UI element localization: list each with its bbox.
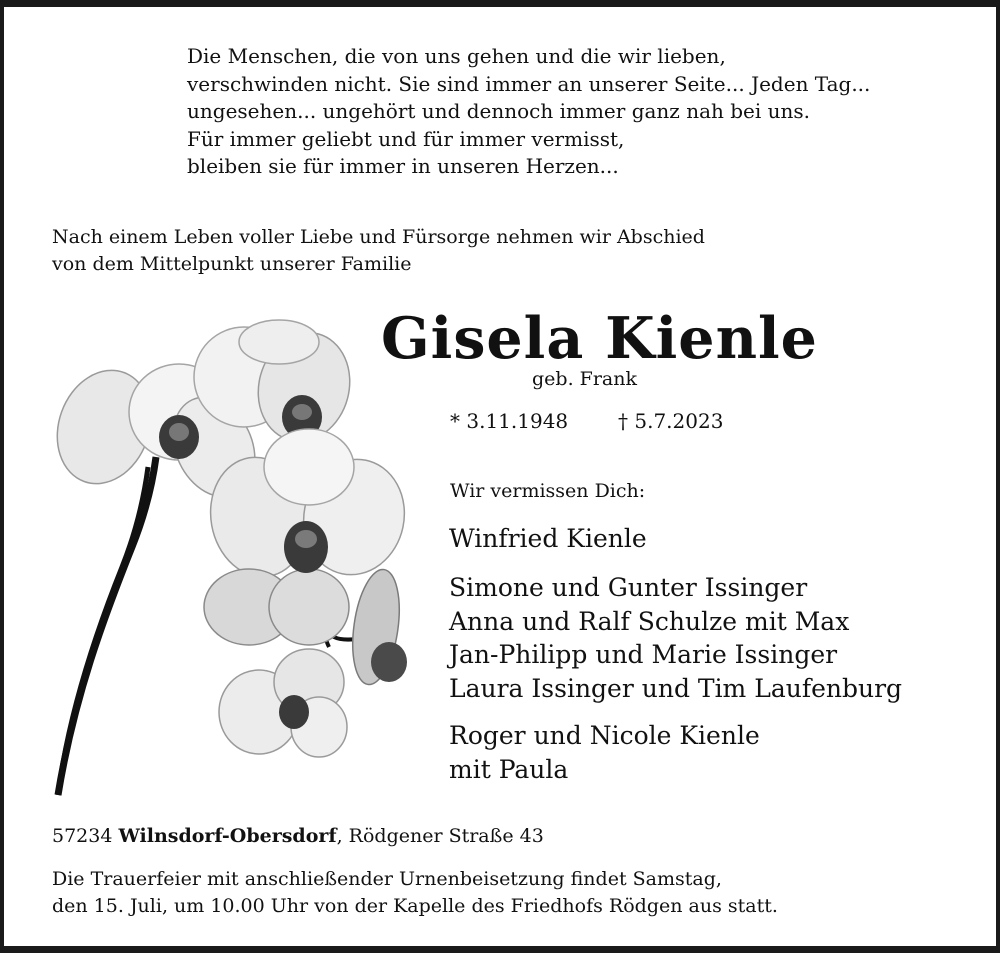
- service-line: den 15. Juli, um 10.00 Uhr von der Kapelle des Friedhofs Rödgen aus statt.: [52, 895, 778, 917]
- service-info: [52, 866, 778, 920]
- orchid-image: [44, 317, 424, 807]
- mourner-line: Anna und Ralf Schulze mit Max: [449, 606, 850, 636]
- intro-line: von dem Mittelpunkt unserer Familie: [52, 253, 412, 275]
- poem-line: ungesehen... ungehört und dennoch immer ganz nah bei uns.: [187, 99, 811, 123]
- mourners-title: Wir vermissen Dich:: [450, 480, 646, 502]
- address-zip: 57234: [52, 825, 113, 847]
- poem-line: Für immer geliebt und für immer vermisst,: [187, 126, 625, 151]
- mourners-group: [449, 571, 902, 705]
- mourner-line: Simone und Gunter Issinger: [449, 573, 808, 602]
- mourner-line: Winfried Kienle: [449, 524, 647, 553]
- poem-line: verschwinden nicht. Sie sind immer an unserer Seite... Jeden Tag...: [187, 71, 871, 96]
- intro-text: [52, 224, 705, 278]
- address-town: Wilnsdorf-Obersdorf: [118, 825, 337, 847]
- orchid-flower: [346, 567, 407, 688]
- death-date: † 5.7.2023: [618, 409, 724, 433]
- mourner-line: mit Paula: [449, 754, 569, 784]
- mourners-group: [449, 522, 647, 556]
- mourner-line: Laura Issinger und Tim Laufenburg: [449, 673, 903, 703]
- mourner-line: Roger und Nicole Kienle: [449, 721, 760, 750]
- deceased-name: Gisela Kienle: [381, 305, 818, 372]
- poem-line: bleiben sie für immer in unseren Herzen...: [187, 154, 619, 178]
- intro-line: Nach einem Leben voller Liebe und Fürsorge nehmen wir Abschied: [52, 226, 705, 248]
- mourner-line: Jan-Philipp und Marie Issinger: [449, 640, 838, 669]
- poem-line: Die Menschen, die von uns gehen und die wir lieben,: [187, 44, 726, 68]
- orchid-flower: [219, 649, 347, 757]
- poem: [187, 43, 870, 181]
- address-street: , Rödgener Straße 43: [336, 825, 544, 847]
- birth-name: geb. Frank: [532, 368, 637, 390]
- mourners-group: [449, 719, 760, 786]
- service-line: Die Trauerfeier mit anschließender Urnenbeisetzung findet Samstag,: [52, 868, 722, 890]
- address: [52, 825, 544, 847]
- birth-date: * 3.11.1948: [450, 409, 569, 433]
